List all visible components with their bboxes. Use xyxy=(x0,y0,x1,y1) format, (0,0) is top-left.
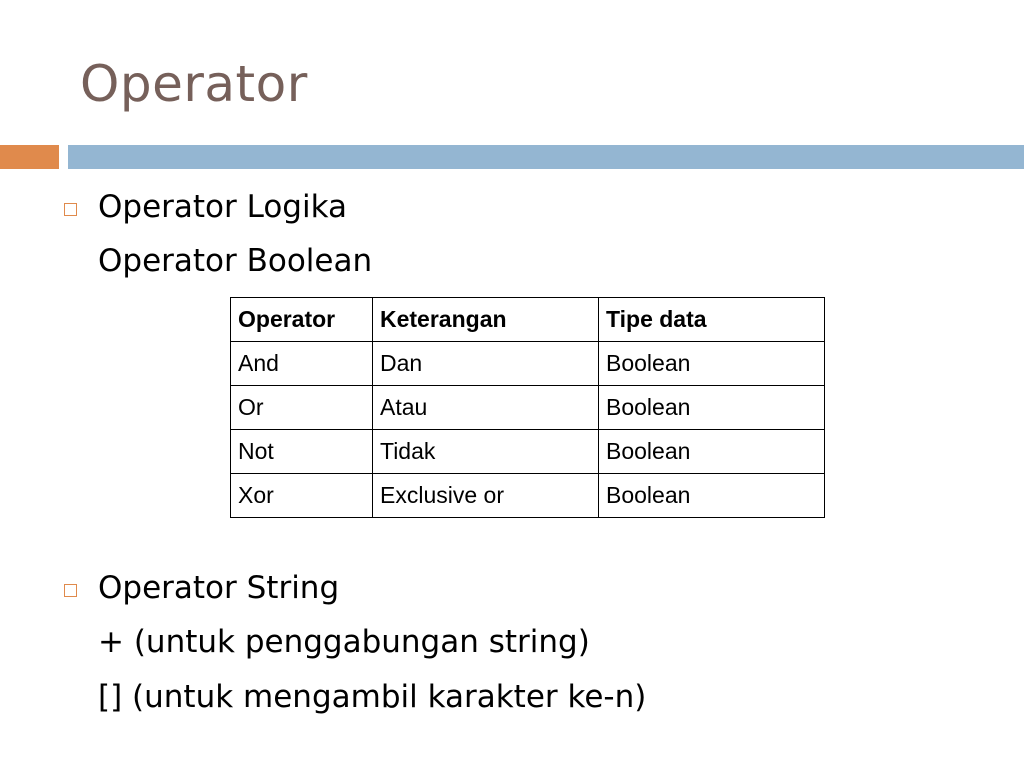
table-cell: Boolean xyxy=(599,386,825,430)
table-header-cell: Tipe data xyxy=(599,298,825,342)
table-cell: Xor xyxy=(231,474,373,518)
table-row xyxy=(231,474,825,518)
table-cell: Exclusive or xyxy=(373,474,599,518)
table-cell: Boolean xyxy=(599,430,825,474)
table-header-cell: Operator xyxy=(231,298,373,342)
subline-operator-boolean: Operator Boolean xyxy=(98,243,373,279)
table-cell: Tidak xyxy=(373,430,599,474)
table-row xyxy=(231,342,825,386)
table-cell: Or xyxy=(231,386,373,430)
table-cell: Not xyxy=(231,430,373,474)
table-cell: Boolean xyxy=(599,342,825,386)
bullet-operator-string: Operator String xyxy=(98,570,340,606)
accent-bar-orange xyxy=(0,145,59,169)
table-header-row xyxy=(231,298,825,342)
table-row xyxy=(231,386,825,430)
square-bullet-icon xyxy=(64,203,77,216)
string-concat-line: + (untuk penggabungan string) xyxy=(98,624,590,660)
bullet-operator-logika: Operator Logika xyxy=(98,189,347,225)
accent-bar-blue xyxy=(68,145,1024,169)
table-cell: Dan xyxy=(373,342,599,386)
boolean-operator-table xyxy=(230,297,825,518)
table-header-cell: Keterangan xyxy=(373,298,599,342)
string-index-line: [] (untuk mengambil karakter ke-n) xyxy=(98,679,647,715)
slide-title: Operator xyxy=(80,55,308,113)
table-cell: Boolean xyxy=(599,474,825,518)
square-bullet-icon xyxy=(64,584,77,597)
table-cell: Atau xyxy=(373,386,599,430)
table-cell: And xyxy=(231,342,373,386)
table-row xyxy=(231,430,825,474)
